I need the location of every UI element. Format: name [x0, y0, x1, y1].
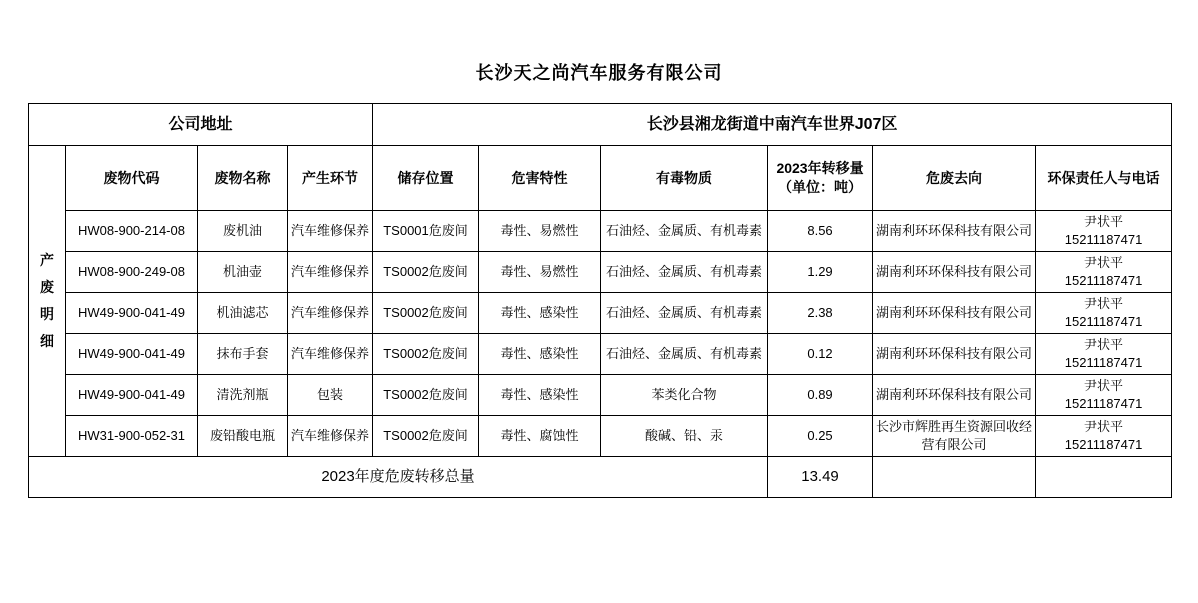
cell-stage: 汽车维修保养 — [288, 211, 373, 252]
cell-waste-name: 机油滤芯 — [198, 293, 288, 334]
side-label-waste-details — [29, 146, 66, 457]
table-row — [29, 211, 1172, 252]
cell-contact — [1036, 375, 1172, 416]
cell-toxic: 酸碱、铅、汞 — [601, 416, 768, 457]
cell-contact — [1036, 211, 1172, 252]
cell-hazard: 毒性、感染性 — [479, 334, 601, 375]
cell-stage: 包装 — [288, 375, 373, 416]
cell-toxic: 石油烃、金属质、有机毒素 — [601, 293, 768, 334]
col-header-waste-name: 废物名称 — [198, 146, 288, 211]
cell-stage: 汽车维修保养 — [288, 334, 373, 375]
cell-toxic: 石油烃、金属质、有机毒素 — [601, 211, 768, 252]
waste-table — [28, 103, 1172, 498]
cell-waste-name: 清洗剂瓶 — [198, 375, 288, 416]
total-destination-empty — [873, 457, 1036, 498]
cell-contact — [1036, 252, 1172, 293]
cell-waste-name: 抹布手套 — [198, 334, 288, 375]
cell-toxic: 石油烃、金属质、有机毒素 — [601, 252, 768, 293]
col-header-destination: 危废去向 — [873, 146, 1036, 211]
company-address-row — [29, 104, 1172, 146]
total-contact-empty — [1036, 457, 1172, 498]
cell-destination: 湖南利环环保科技有限公司 — [873, 252, 1036, 293]
col-header-toxic: 有毒物质 — [601, 146, 768, 211]
cell-hazard: 毒性、感染性 — [479, 293, 601, 334]
contact-name: 尹状平 — [1084, 214, 1124, 230]
cell-storage: TS0002危废间 — [373, 252, 479, 293]
table-row — [29, 252, 1172, 293]
contact-phone: 15211187471 — [1064, 232, 1143, 247]
cell-waste-name: 废机油 — [198, 211, 288, 252]
col-header-transfer-line1: 2023年转移量 — [776, 160, 864, 177]
cell-toxic: 石油烃、金属质、有机毒素 — [601, 334, 768, 375]
cell-waste-code: HW31-900-052-31 — [66, 416, 198, 457]
cell-contact — [1036, 416, 1172, 457]
total-amount: 13.49 — [768, 457, 873, 498]
col-header-stage: 产生环节 — [288, 146, 373, 211]
cell-destination: 湖南利环环保科技有限公司 — [873, 334, 1036, 375]
contact-phone: 15211187471 — [1064, 273, 1143, 288]
total-label: 2023年度危废转移总量 — [29, 457, 768, 498]
cell-contact — [1036, 334, 1172, 375]
cell-waste-name: 机油壶 — [198, 252, 288, 293]
cell-stage: 汽车维修保养 — [288, 416, 373, 457]
cell-storage: TS0002危废间 — [373, 416, 479, 457]
table-header-row — [29, 146, 1172, 211]
side-label-char: 明 — [40, 306, 54, 322]
contact-phone: 15211187471 — [1064, 396, 1143, 411]
side-label-char: 产 — [40, 252, 54, 268]
cell-storage: TS0001危废间 — [373, 211, 479, 252]
cell-waste-name: 废铅酸电瓶 — [198, 416, 288, 457]
table-row — [29, 375, 1172, 416]
cell-waste-code: HW49-900-041-49 — [66, 334, 198, 375]
cell-destination: 湖南利环环保科技有限公司 — [873, 375, 1036, 416]
contact-name: 尹状平 — [1084, 378, 1124, 394]
page-title: 长沙天之尚汽车服务有限公司 — [475, 63, 723, 83]
col-header-contact: 环保责任人与电话 — [1036, 146, 1172, 211]
cell-transfer-amount: 8.56 — [768, 211, 873, 252]
cell-storage: TS0002危废间 — [373, 293, 479, 334]
cell-stage: 汽车维修保养 — [288, 293, 373, 334]
contact-phone: 15211187471 — [1064, 437, 1143, 452]
cell-waste-code: HW08-900-214-08 — [66, 211, 198, 252]
cell-waste-code: HW49-900-041-49 — [66, 293, 198, 334]
col-header-transfer-amount — [768, 146, 873, 211]
cell-transfer-amount: 1.29 — [768, 252, 873, 293]
contact-name: 尹状平 — [1084, 419, 1124, 435]
cell-destination: 湖南利环环保科技有限公司 — [873, 293, 1036, 334]
cell-waste-code: HW08-900-249-08 — [66, 252, 198, 293]
cell-hazard: 毒性、感染性 — [479, 375, 601, 416]
cell-transfer-amount: 0.89 — [768, 375, 873, 416]
cell-transfer-amount: 0.12 — [768, 334, 873, 375]
col-header-hazard: 危害特性 — [479, 146, 601, 211]
cell-transfer-amount: 0.25 — [768, 416, 873, 457]
cell-toxic: 苯类化合物 — [601, 375, 768, 416]
total-row — [29, 457, 1172, 498]
col-header-waste-code: 废物代码 — [66, 146, 198, 211]
contact-phone: 15211187471 — [1064, 314, 1143, 329]
cell-destination: 长沙市辉胜再生资源回收经营有限公司 — [873, 416, 1036, 457]
col-header-storage: 储存位置 — [373, 146, 479, 211]
cell-storage: TS0002危废间 — [373, 375, 479, 416]
contact-name: 尹状平 — [1084, 296, 1124, 312]
cell-destination: 湖南利环环保科技有限公司 — [873, 211, 1036, 252]
cell-transfer-amount: 2.38 — [768, 293, 873, 334]
cell-storage: TS0002危废间 — [373, 334, 479, 375]
cell-hazard: 毒性、易燃性 — [479, 252, 601, 293]
cell-contact — [1036, 293, 1172, 334]
contact-name: 尹状平 — [1084, 337, 1124, 353]
table-row — [29, 334, 1172, 375]
contact-name: 尹状平 — [1084, 255, 1124, 271]
side-label-char: 废 — [40, 279, 54, 295]
cell-hazard: 毒性、腐蚀性 — [479, 416, 601, 457]
col-header-transfer-line2: （单位：吨） — [778, 179, 863, 195]
side-label-char: 细 — [40, 333, 54, 349]
table-row — [29, 293, 1172, 334]
cell-stage: 汽车维修保养 — [288, 252, 373, 293]
contact-phone: 15211187471 — [1064, 355, 1143, 370]
company-address-label: 公司地址 — [29, 104, 373, 146]
company-address-value: 长沙县湘龙街道中南汽车世界J07区 — [373, 104, 1172, 146]
cell-hazard: 毒性、易燃性 — [479, 211, 601, 252]
table-row — [29, 416, 1172, 457]
cell-waste-code: HW49-900-041-49 — [66, 375, 198, 416]
